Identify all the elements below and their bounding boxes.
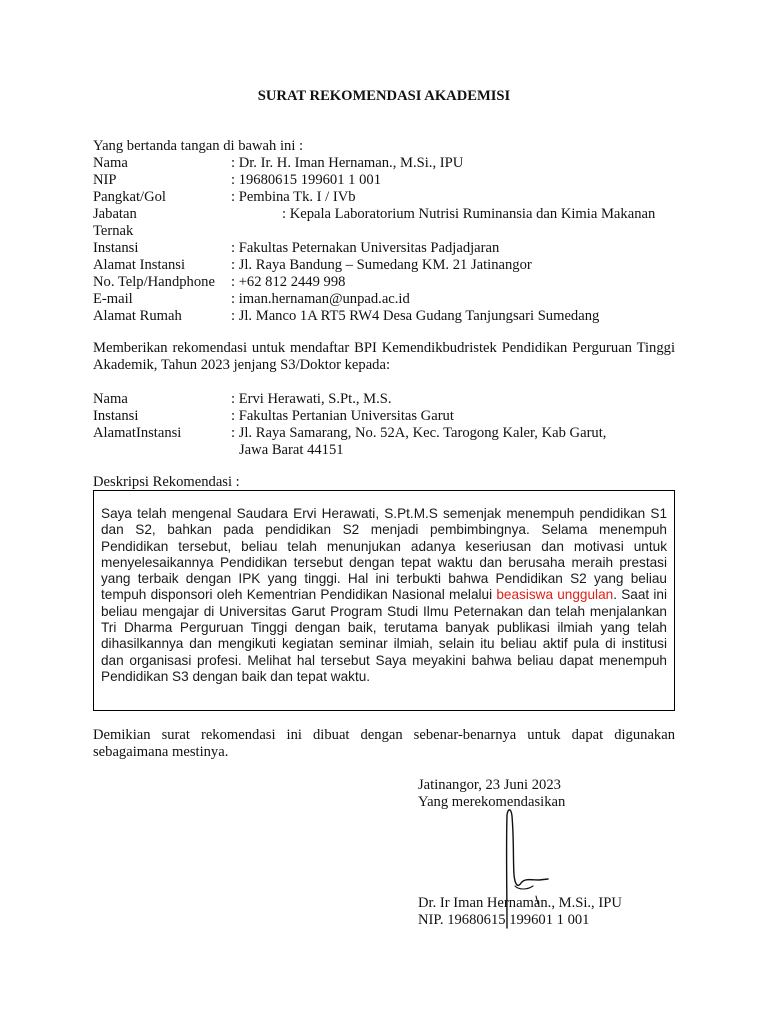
field-label: Pangkat/Gol xyxy=(93,189,166,205)
signer-jabatan-cont: Ternak xyxy=(93,223,134,239)
description-after: . Saat ini beliau mengajar di Universitas Garut Program Studi Ilmu Peternakan dan telah menjalankan Tri Dharma Perguruan Tinggi dengan baik, terutama banyak publikasi ilmiah yang telah dihasilkannya dan mengikuti kegiatan seminar ilmiah, selain itu beliau aktif pula di institusi dan organisasi profesi. Melihat hal tersebut Saya meyakini bahwa beliau dapat menempuh Pendidikan S3 dengan baik dan tepat waktu. xyxy=(101,587,667,684)
description-before: Saya telah mengenal Saudara Ervi Herawati, S.Pt.M.S semenjak menempuh pendidikan S1 dan S2, bahkan pada pendidikan S2 menjadi pembimbingnya. Selama menempuh Pendidikan tersebut, beliau telah menunjukan adanya keseriusan dan motivasi untuk menyelesaikannya Pendidikan tersebut dengan tepat waktu dan berusaha meraih prestasi yang terbaik dengan IPK yang tinggi. Hal ini terbukti bahwa Pendidikan S2 yang beliau tempuh disponsori oleh Kementrian Pendidikan Nasional melalui xyxy=(101,506,667,603)
place-date: Jatinangor, 23 Juni 2023 xyxy=(418,777,561,793)
field-value: : iman.hernaman@unpad.ac.id xyxy=(231,291,410,307)
field-label: Nama xyxy=(93,391,128,407)
field-value: : 19680615 199601 1 001 xyxy=(231,172,381,188)
field-value: : Jl. Raya Bandung – Sumedang KM. 21 Jatinangor xyxy=(231,257,532,273)
closing-paragraph: Demikian surat rekomendasi ini dibuat dengan sebenar-benarnya untuk dapat digunakan sebagaimana mestinya. xyxy=(93,727,675,760)
field-label: AlamatInstansi xyxy=(93,425,182,441)
recommend-paragraph: Memberikan rekomendasi untuk mendaftar BPI Kemendikbudristek Pendidikan Perguruan Tinggi Akademik, Tahun 2023 jenjang S3/Doktor kepada: xyxy=(93,340,675,373)
field-value: : Ervi Herawati, S.Pt., M.S. xyxy=(231,391,392,407)
field-value: : Jl. Manco 1A RT5 RW4 Desa Gudang Tanjungsari Sumedang xyxy=(231,308,600,324)
description-text xyxy=(101,506,667,685)
field-value: : Pembina Tk. I / IVb xyxy=(231,189,356,205)
field-label: NIP xyxy=(93,172,117,188)
field-label: No. Telp/Handphone xyxy=(93,274,215,290)
field-label: E-mail xyxy=(93,291,133,307)
candidate-alamat-cont: Jawa Barat 44151 xyxy=(239,442,344,458)
field-label: Alamat Instansi xyxy=(93,257,186,273)
field-label: Nama xyxy=(93,155,128,171)
field-value: : Fakultas Pertanian Universitas Garut xyxy=(231,408,454,424)
description-box xyxy=(93,490,675,711)
field-label: Instansi xyxy=(93,408,139,424)
signer-name: Dr. Ir Iman Hernaman., M.Si., IPU xyxy=(418,895,622,911)
scholarship-highlight: beasiswa unggulan xyxy=(496,587,614,603)
field-value: : Jl. Raya Samarang, No. 52A, Kec. Tarogong Kaler, Kab Garut, xyxy=(231,425,607,441)
field-label: Alamat Rumah xyxy=(93,308,182,324)
signer-nip: NIP. 19680615 199601 1 001 xyxy=(418,912,590,928)
field-value: : Dr. Ir. H. Iman Hernaman., M.Si., IPU xyxy=(231,155,464,171)
field-value: : Kepala Laboratorium Nutrisi Ruminansia dan Kimia Makanan xyxy=(282,206,656,222)
field-value: : Fakultas Peternakan Universitas Padjadjaran xyxy=(231,240,500,256)
deskripsi-label: Deskripsi Rekomendasi : xyxy=(93,474,240,490)
signer-role: Yang merekomendasikan xyxy=(418,794,566,810)
field-label: Jabatan xyxy=(93,206,137,222)
intro-text: Yang bertanda tangan di bawah ini : xyxy=(93,138,304,154)
letter-title: SURAT REKOMENDASI AKADEMISI xyxy=(257,88,511,104)
field-value: : +62 812 2449 998 xyxy=(231,274,346,290)
field-label: Instansi xyxy=(93,240,139,256)
